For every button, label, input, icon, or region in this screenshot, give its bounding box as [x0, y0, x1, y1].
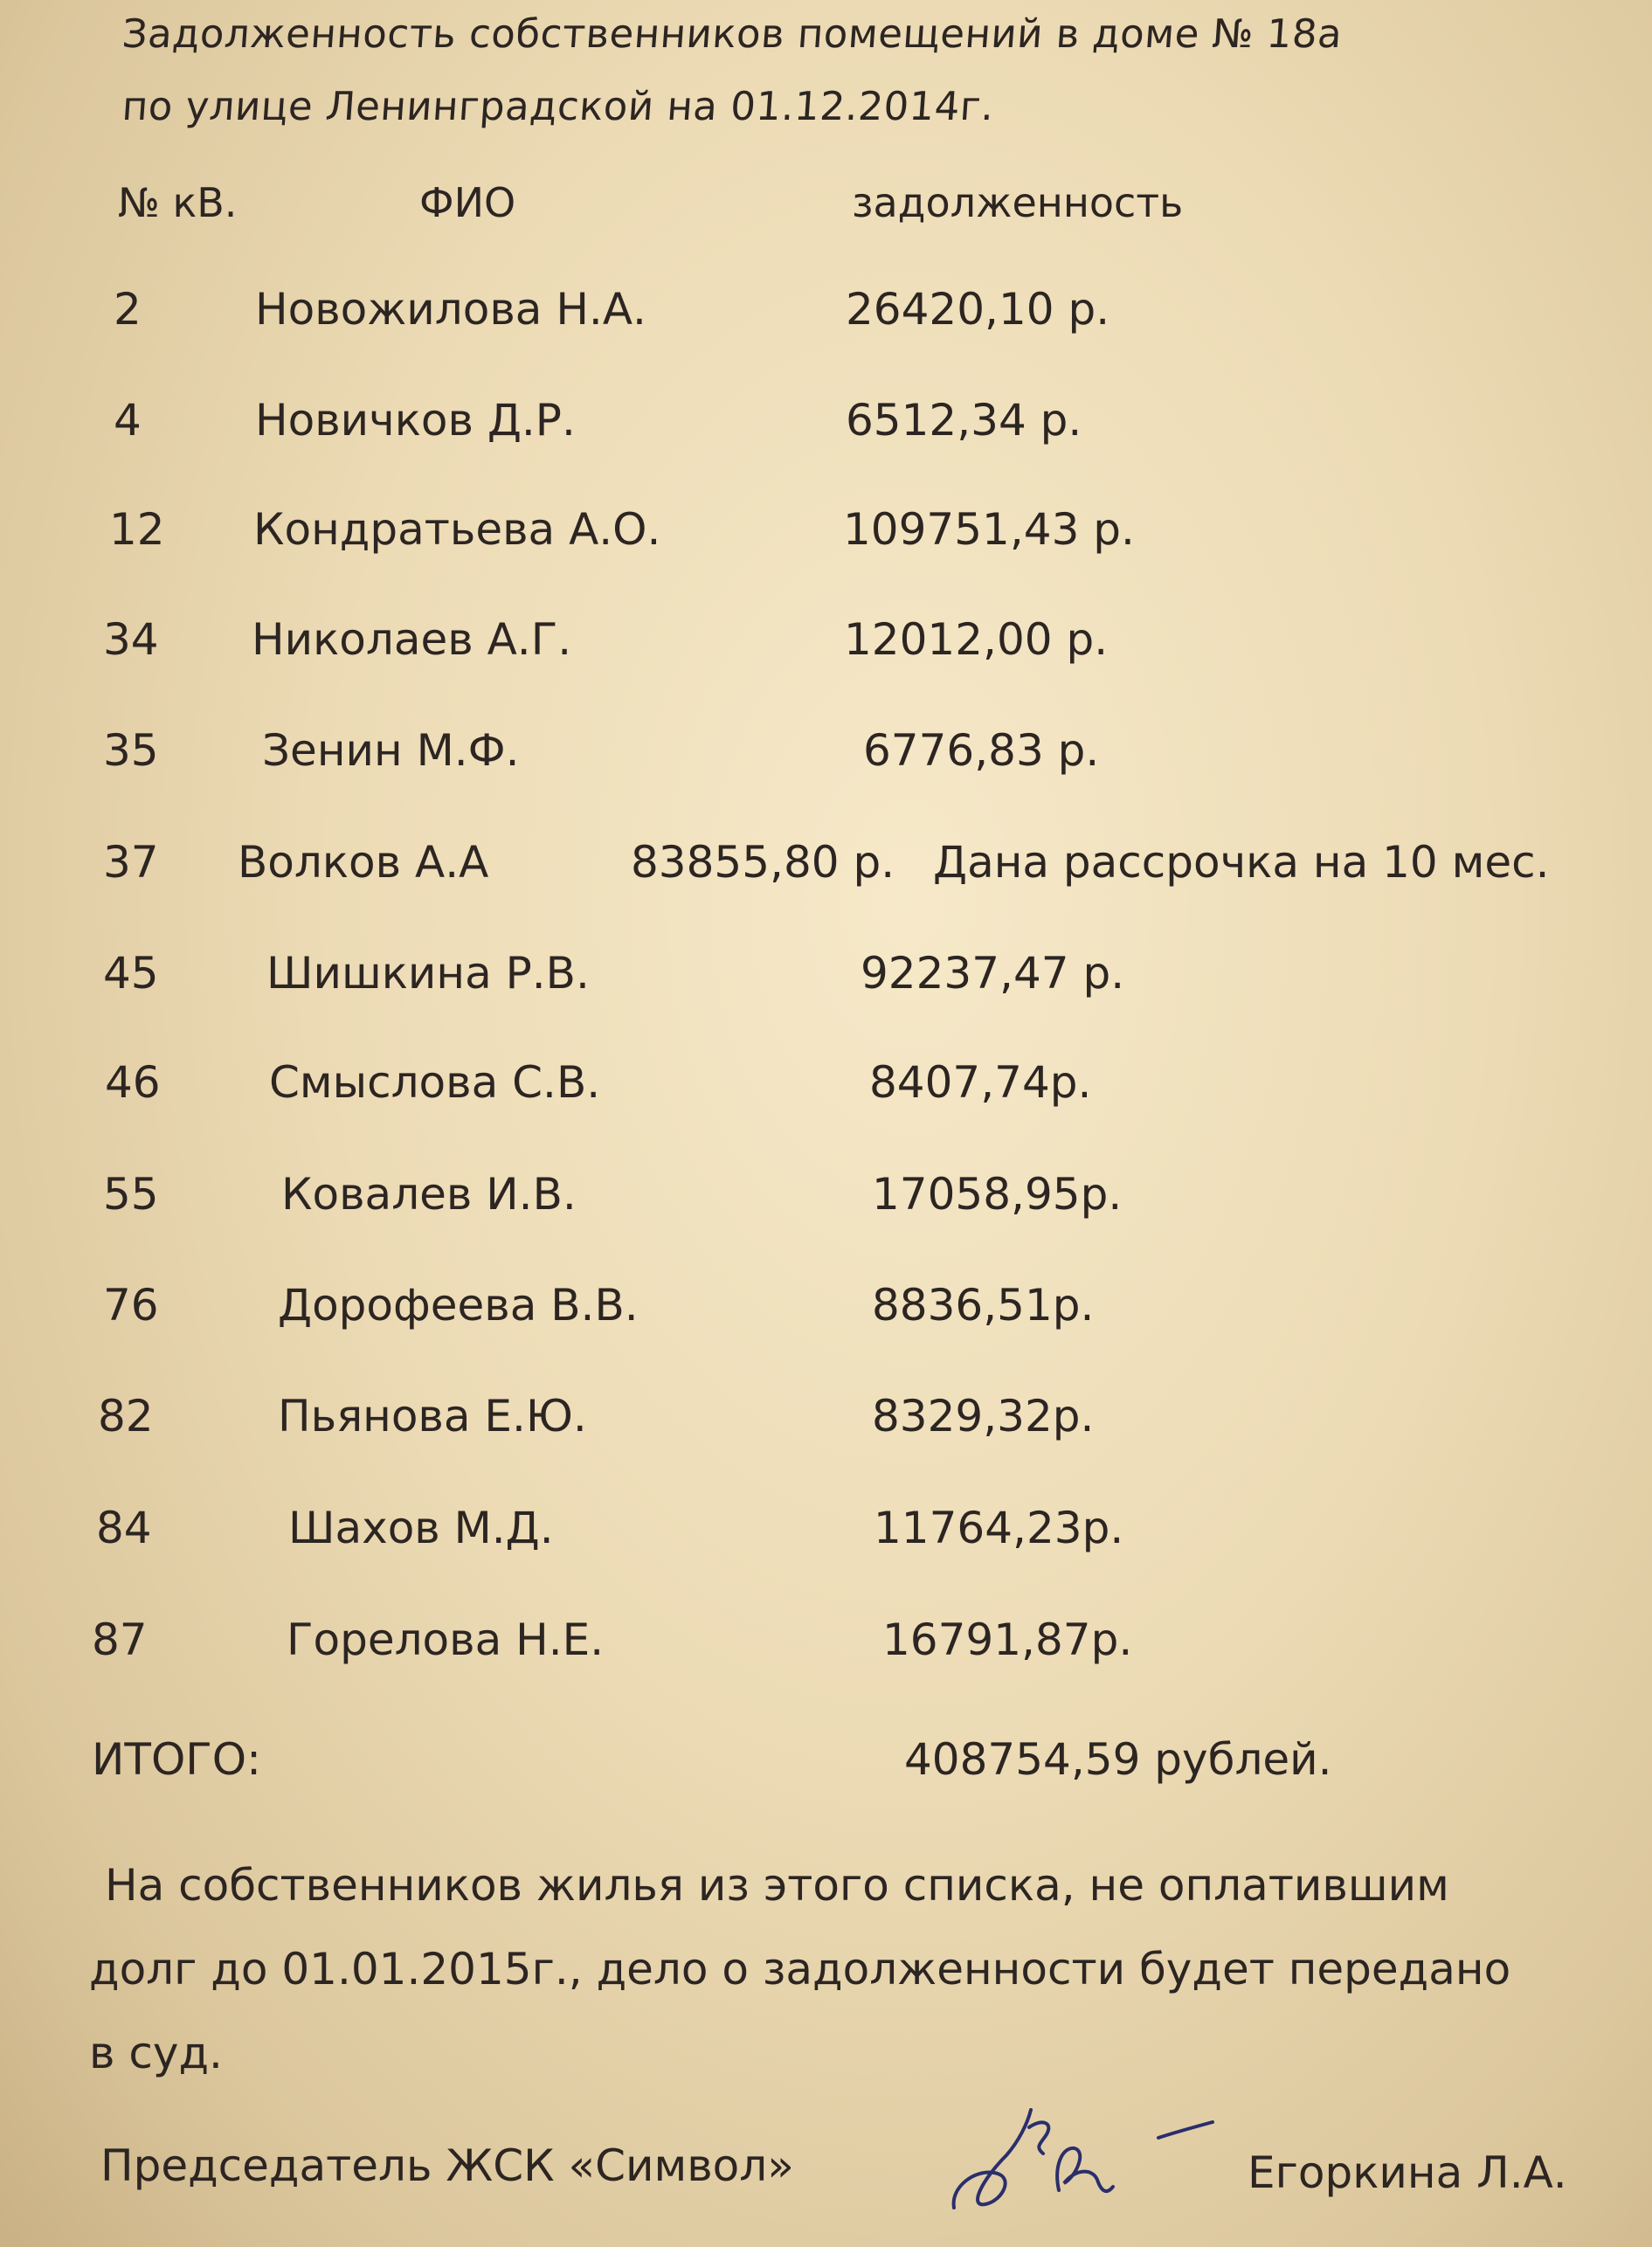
apartment-number: 46: [105, 1057, 161, 1108]
table-row: [0, 725, 1652, 795]
owner-name: Смыслова С.В.: [269, 1057, 601, 1108]
owner-name: Дорофеева В.В.: [278, 1280, 639, 1331]
table-row: [0, 395, 1652, 465]
chairman-name: Егоркина Л.А.: [1248, 2147, 1567, 2198]
debt-amount: 6776,83 р.: [863, 725, 1100, 776]
apartment-number: 87: [92, 1614, 148, 1665]
owner-name: Кондратьева А.О.: [253, 504, 661, 555]
apartment-number: 76: [103, 1280, 159, 1331]
apartment-number: 35: [103, 725, 159, 776]
debt-amount: 8329,32р.: [872, 1391, 1095, 1442]
apartment-number: 37: [103, 837, 159, 888]
debt-amount: 16791,87р.: [882, 1614, 1133, 1665]
total-value: 408754,59 рублей.: [904, 1734, 1332, 1785]
table-row: [0, 614, 1652, 684]
column-header-name: ФИО: [419, 179, 516, 226]
apartment-number: 84: [96, 1503, 152, 1553]
debt-note: Дана рассрочка на 10 мес.: [933, 837, 1550, 888]
owner-name: Зенин М.Ф.: [262, 725, 520, 776]
court-notice: [89, 1843, 1627, 2095]
total-label: ИТОГО:: [92, 1734, 261, 1785]
debt-amount: 8836,51р.: [872, 1280, 1095, 1331]
owner-name: Новожилова Н.А.: [255, 284, 646, 335]
table-row: [0, 1280, 1652, 1350]
debt-amount: 26420,10 р.: [846, 284, 1110, 335]
table-row: [0, 1391, 1652, 1461]
debt-amount: 6512,34 р.: [846, 395, 1082, 446]
owner-name: Новичков Д.Р.: [255, 395, 576, 446]
apartment-number: 82: [98, 1391, 154, 1442]
column-header-apartment: № кВ.: [118, 179, 238, 226]
apartment-number: 45: [103, 948, 159, 999]
court-notice-line-2: долг до 01.01.2015г., дело о задолженности будет передано: [89, 1944, 1511, 1995]
handwritten-signature: [944, 2092, 1223, 2223]
apartment-number: 55: [103, 1169, 159, 1220]
apartment-number: 12: [109, 504, 165, 555]
owner-name: Николаев А.Г.: [252, 614, 572, 665]
table-row: [0, 1614, 1652, 1684]
table-row: [0, 1503, 1652, 1573]
chairman-title: Председатель ЖСК «Символ»: [100, 2140, 794, 2191]
debt-amount: 17058,95р.: [872, 1169, 1123, 1220]
debt-amount: 11764,23р.: [874, 1503, 1124, 1553]
apartment-number: 34: [103, 614, 159, 665]
owner-name: Шишкина Р.В.: [266, 948, 590, 999]
document-title-line-1: Задолженность собственников помещений в доме № 18а: [121, 10, 1344, 57]
table-row: [0, 504, 1652, 574]
table-row: [0, 1057, 1652, 1127]
apartment-number: 4: [114, 395, 142, 446]
debt-amount: 12012,00 р.: [844, 614, 1109, 665]
owner-name: Горелова Н.Е.: [287, 1614, 605, 1665]
column-header-debt: задолженность: [852, 179, 1184, 226]
debt-amount: 8407,74р.: [869, 1057, 1092, 1108]
apartment-number: 2: [114, 284, 142, 335]
debt-amount: 109751,43 р.: [843, 504, 1135, 555]
owner-name: Волков А.А: [238, 837, 489, 888]
table-row: [0, 1169, 1652, 1239]
table-row: [0, 948, 1652, 1018]
court-notice-line-3: в суд.: [89, 2028, 223, 2078]
owner-name: Ковалев И.В.: [281, 1169, 577, 1220]
debt-amount: 92237,47 р.: [861, 948, 1125, 999]
document-title-line-2: по улице Ленинградской на 01.12.2014г.: [121, 83, 996, 129]
table-row: [0, 837, 1652, 907]
owner-name: Пьянова Е.Ю.: [278, 1391, 587, 1442]
table-row: [0, 284, 1652, 354]
owner-name: Шахов М.Д.: [288, 1503, 554, 1553]
court-notice-line-1: На собственников жилья из этого списка, не оплатившим: [105, 1860, 1449, 1911]
debt-amount: 83855,80 р.: [631, 837, 895, 888]
